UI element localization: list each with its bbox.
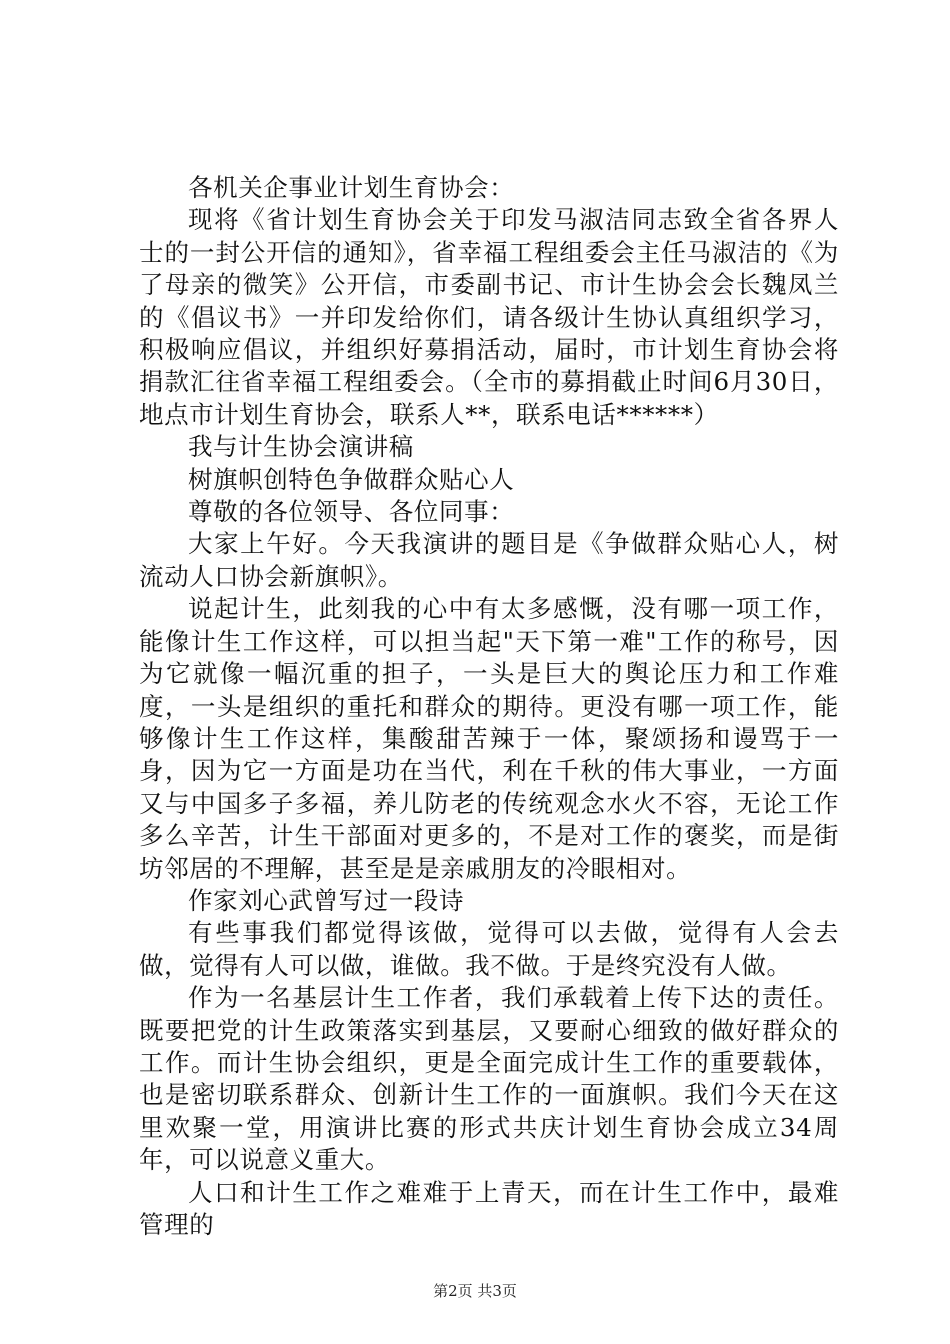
body-paragraph: 作为一名基层计生工作者，我们承载着上传下达的责任。既要把党的计生政策落实到基层，又要耐心细致的做好群众的工作。而计生协会组织，更是全面完成计生工作的重要载体，也是密切联系群众、创新计生工作的一面旗帜。我们今天在这里欢聚一堂，用演讲比赛的形式共庆计划生育协会成立34周年，可以说意义重大。	[139, 983, 839, 1175]
salutation: 各机关企事业计划生育协会：	[188, 173, 515, 202]
poem-intro-paragraph: 作家刘心武曾写过一段诗	[188, 885, 465, 915]
speech-intro-paragraph: 大家上午好。今天我演讲的题目是《争做群众贴心人，树流动人口协会新旗帜》。	[139, 529, 839, 591]
body-paragraph: 说起计生，此刻我的心中有太多感慨，没有哪一项工作，能像计生工作这样，可以担当起"天下第一难"工作的称号，因为它就像一幅沉重的担子，一头是巨大的舆论压力和工作难度，一头是组织的重托和群众的期待。更没有哪一项工作，能够像计生工作这样，集酸甜苦辣于一体，聚颂扬和谩骂于一身，因为它一方面是功在当代，利在千秋的伟大事业，一方面又与中国多子多福，养儿防老的传统观念水火不容，无论工作多么辛苦，计生干部面对更多的，不是对工作的褒奖，而是街坊邻居的不理解，甚至是是亲戚朋友的冷眼相对。	[139, 594, 839, 883]
page-number-footer: 第2页 共3页	[433, 1282, 517, 1300]
body-paragraph: 人口和计生工作之难难于上青天，而在计生工作中，最难管理的	[139, 1177, 839, 1239]
speech-greeting: 尊敬的各位领导、各位同事：	[188, 497, 515, 527]
poem-paragraph: 有些事我们都觉得该做，觉得可以去做，觉得有人会去做，觉得有人可以做，谁做。我不做。于是终究没有人做。	[139, 918, 839, 980]
speech-subtitle: 树旗帜创特色争做群众贴心人	[188, 464, 515, 494]
speech-title: 我与计生协会演讲稿	[188, 432, 414, 462]
notice-paragraph: 现将《省计划生育协会关于印发马淑洁同志致全省各界人士的一封公开信的通知》，省幸福工程组委会主任马淑洁的《为了母亲的微笑》公开信，市委副书记、市计生协会会长魏凤兰的《倡议书》一并印发给你们，请各级计生协认真组织学习，积极响应倡议，并组织好募捐活动，届时，市计划生育协会将捐款汇往省幸福工程组委会。（全市的募捐截止时间6月30日，地点市计划生育协会，联系人**，联系电话******）	[139, 205, 839, 429]
document-body	[139, 172, 839, 1241]
